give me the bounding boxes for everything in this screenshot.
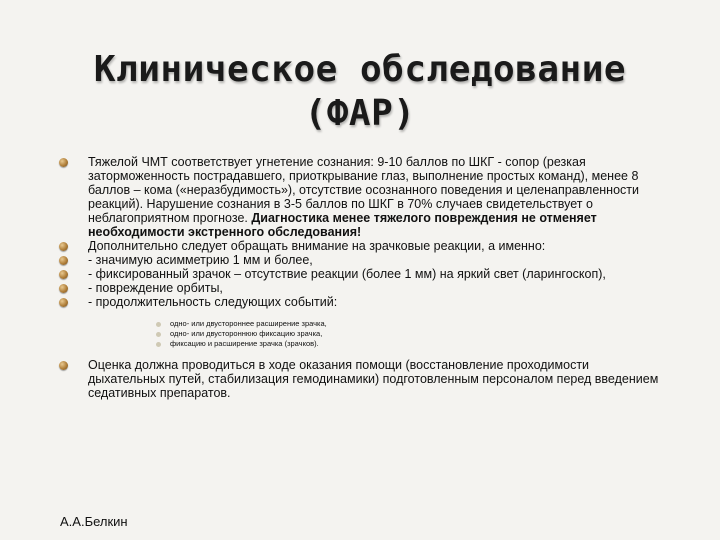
bullet-icon [59,270,68,279]
bullet-text: - продолжительность следующих событий: [88,295,338,309]
bullet-item [56,295,666,309]
bullet-icon [59,158,68,167]
title-line-2: (ФАР) [304,93,416,134]
bullet-icon [59,361,68,370]
bullet-item [56,267,666,281]
sub-bullet-item [156,329,666,339]
bullet-item [56,155,666,239]
bullet-icon [59,256,68,265]
bullet-text: - фиксированный зрачок – отсутствие реакции (более 1 мм) на яркий свет (ларингоскоп), [88,267,606,281]
bullet-icon [59,242,68,251]
title-line-1: Клиническое обследование [93,49,627,90]
bullet-item [56,358,666,400]
author-name: А.А.Белкин [60,514,128,529]
bullet-text: Оценка должна проводиться в ходе оказания помощи (восстановление проходимости дыхательных путей, стабилизация гемодинамики) подготовленным персоналом перед введением седативных препаратов. [88,358,659,400]
bullet-item [56,239,666,253]
sub-bullet-text: одно- или двустороннюю фиксацию зрачка, [170,329,323,338]
bullet-text: - значимую асимметрию 1 мм и более, [88,253,313,267]
sub-bullet-icon [156,342,161,347]
bullet-item [56,281,666,295]
bullet-bold-text: Диагностика менее тяжелого повреждения не отменяет необходимости экстренного обследования! [88,211,597,239]
sub-bullet-icon [156,322,161,327]
sub-bullet-icon [156,332,161,337]
bullet-list [56,155,666,400]
bullet-text: - повреждение орбиты, [88,281,223,295]
bullet-item [56,253,666,267]
sub-bullet-item [156,319,666,329]
bullet-text: Дополнительно следует обращать внимание на зрачковые реакции, а именно: [88,239,546,253]
bullet-icon [59,284,68,293]
bullet-text: Тяжелой ЧМТ соответствует угнетение сознания: 9-10 баллов по ШКГ - сопор (резкая заторможенность пострадавшего, приоткрывание глаз, выполнение простых команд), менее 8 баллов – кома («неразбудимость»), отсутствие осознанного поведения и целенаправленности реакций). Нарушение сознания в 3-5 баллов по ШКГ в 70% случаев свидетельствует о неблагоприятном прогнозе. Диагностика менее тяжелого повреждения не отменяет необходимости экстренного обследования! [88,155,639,239]
sub-bullet-list [156,319,666,349]
bullet-icon [59,298,68,307]
slide-title [40,48,680,136]
sub-bullet-text: фиксацию и расширение зрачка (зрачков). [170,339,319,348]
sub-bullet-text: одно- или двустороннее расширение зрачка, [170,319,327,328]
sub-bullet-item [156,339,666,349]
